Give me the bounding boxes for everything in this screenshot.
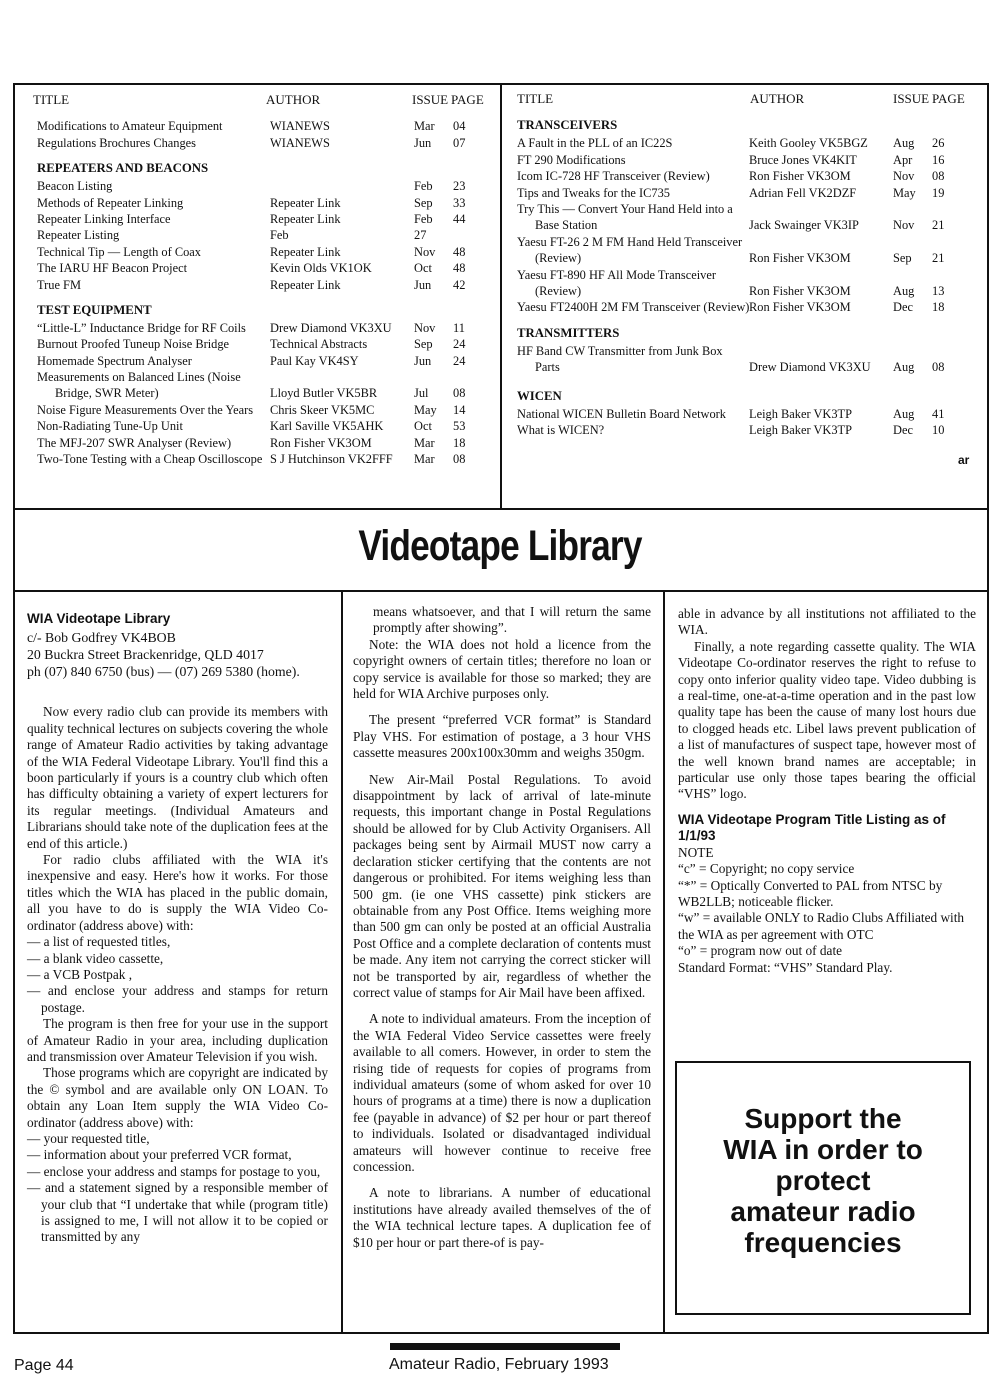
- row-page: 48: [453, 261, 466, 276]
- row-page: 33: [453, 195, 466, 210]
- row-page: 08: [453, 452, 466, 467]
- index-list-general: [37, 118, 487, 151]
- row-title: Burnout Proofed Tuneup Noise Bridge: [37, 337, 230, 352]
- row-author: Ron Fisher VK3OM: [749, 169, 851, 184]
- row-page: 41: [932, 406, 945, 421]
- paragraph: Those programs which are copyright are indicated by the © symbol and are available only ON LOAN. To obtain any Loan Item supply the WIA Video Co-ordinator (address above) with:: [27, 1065, 328, 1130]
- list-item: NOTE: [678, 844, 714, 860]
- section-heading-transceivers: TRANSCEIVERS: [517, 118, 618, 133]
- row-page: 19: [932, 185, 945, 200]
- paragraph: The program is then free for your use in the support of Amateur Radio in your area, including duplication and transmission over Amateur Television if you wish.: [27, 1016, 328, 1064]
- row-title-continued: (Review): [535, 251, 582, 266]
- row-issue: Jun: [414, 353, 432, 368]
- row-issue: Oct: [414, 419, 432, 434]
- loan-requirements-list: [27, 1131, 328, 1246]
- header-title: TITLE: [517, 91, 554, 106]
- row-author: WIANEWS: [270, 135, 330, 150]
- row-title: Repeater Listing: [37, 228, 120, 243]
- address-line: ph (07) 840 6750 (bus) — (07) 269 5380 (home).: [27, 664, 300, 680]
- support-message: [677, 1063, 969, 1258]
- col-divider-1: [341, 592, 343, 1334]
- row-title-continued: Parts: [535, 360, 560, 375]
- header-title: TITLE: [33, 92, 70, 107]
- row-author: Jack Swainger VK3IP: [749, 218, 859, 233]
- row-author: Leigh Baker VK3TP: [749, 422, 853, 437]
- index-row: [517, 201, 967, 234]
- list-item: “o” = program now out of date: [678, 943, 843, 959]
- row-page: 21: [932, 251, 945, 266]
- header-page: PAGE: [451, 92, 484, 107]
- row-issue: 27: [414, 228, 427, 243]
- row-author: Bruce Jones VK4KIT: [749, 152, 857, 167]
- row-issue: May: [893, 185, 916, 200]
- row-issue: Dec: [893, 300, 913, 315]
- row-title: “Little-L” Inductance Bridge for RF Coils: [37, 320, 246, 335]
- row-author: Repeater Link: [270, 244, 341, 259]
- row-title: Try This — Convert Your Hand Held into a: [517, 201, 733, 216]
- row-author: Repeater Link: [270, 211, 341, 226]
- library-column-2: [353, 604, 651, 1251]
- row-author: Drew Diamond VK3XU: [270, 320, 392, 335]
- index-list-transmitters: [517, 343, 967, 376]
- row-title: Tips and Tweaks for the IC735: [517, 185, 670, 200]
- title-rule: [13, 590, 989, 592]
- row-page: 23: [453, 179, 466, 194]
- paragraph: A note to librarians. A number of educational institutions have already availed themselves of the of the WIA technical lecture tapes. A duplication fee of $10 per hour or part there-of is pay-: [353, 1185, 651, 1250]
- row-issue: Aug: [893, 406, 915, 421]
- row-issue: Mar: [414, 452, 435, 467]
- index-row: [517, 185, 967, 201]
- index-row: [37, 369, 487, 402]
- index-row: [37, 336, 487, 352]
- index-list-transceivers: [517, 135, 967, 315]
- row-author: Keith Gooley VK5BGZ: [749, 136, 868, 151]
- index-row: [517, 234, 967, 267]
- row-issue: Nov: [414, 320, 436, 335]
- list-item: “w” = available ONLY to Radio Clubs Affiliated with the WIA as per agreement with OTC: [678, 910, 965, 942]
- row-author: Feb: [270, 228, 289, 243]
- paragraph: Finally, a note regarding cassette quality. The WIA Videotape Co-ordinator reserves the right to refuse to copy onto inferior quality video tape. Video dubbing is a real-time, one-at-a-time operation and in the past low quality tape has been the cause of many lost hours due to clogged heads etc. Libel laws prevent publication of a list of manufactures of suspect tape, however most of the well known brand names are acceptable; in particular use only those tapes bearing the official “VHS” logo.: [678, 638, 976, 802]
- section-heading-repeaters: REPEATERS AND BEACONS: [37, 161, 209, 176]
- row-issue: Sep: [414, 195, 433, 210]
- listing-heading: WIA Videotape Program Title Listing as of 1/1/93: [678, 811, 946, 844]
- row-author: WIANEWS: [270, 119, 330, 134]
- row-issue: Aug: [893, 360, 915, 375]
- row-page: 44: [453, 211, 466, 226]
- list-item: — information about your preferred VCR format,: [27, 1147, 292, 1163]
- address-line: 20 Buckra Street Brackenridge, QLD 4017: [27, 647, 264, 663]
- index-row: [517, 299, 967, 315]
- row-author: Technical Abstracts: [270, 337, 368, 352]
- row-author: Ron Fisher VK3OM: [270, 435, 372, 450]
- support-line: WIA in order to: [723, 1134, 923, 1165]
- index-divider: [500, 83, 502, 510]
- index-row: [37, 435, 487, 451]
- index-left-header: [33, 92, 487, 108]
- library-column-1: [27, 611, 328, 1246]
- index-list-wicen: [517, 406, 967, 439]
- paragraph: Note: the WIA does not hold a licence from the copyright owners of certain titles; therefore no loan or copy service is available for those so marked; they are held for WIA Archive purposes only.: [353, 636, 651, 702]
- index-row: [37, 353, 487, 369]
- row-page: 11: [453, 320, 465, 335]
- index-row: [517, 267, 967, 300]
- footer-rule: [390, 1343, 620, 1350]
- support-box: [675, 1061, 971, 1315]
- row-title: Regulations Brochures Changes: [37, 135, 196, 150]
- requirements-list: [27, 934, 328, 1016]
- row-issue: Jun: [414, 277, 432, 292]
- section-heading-test-equipment: TEST EQUIPMENT: [37, 302, 152, 317]
- library-column-3: [678, 606, 976, 976]
- row-issue: Aug: [893, 136, 915, 151]
- row-page: 18: [932, 300, 945, 315]
- list-item: — a list of requested titles,: [27, 934, 171, 950]
- row-author: Ron Fisher VK3OM: [749, 283, 851, 298]
- index-row: [37, 135, 487, 151]
- row-issue: Nov: [893, 169, 915, 184]
- row-page: 04: [453, 119, 466, 134]
- address-line: c/- Bob Godfrey VK4BOB: [27, 630, 176, 646]
- row-title: Yaesu FT-890 HF All Mode Transceiver: [517, 267, 716, 282]
- row-page: 14: [453, 402, 466, 417]
- row-page: 48: [453, 244, 466, 259]
- row-title-continued: Base Station: [535, 218, 598, 233]
- library-heading: WIA Videotape Library: [27, 611, 171, 626]
- row-title: The MFJ-207 SWR Analyser (Review): [37, 435, 232, 450]
- row-page: 42: [453, 277, 466, 292]
- row-page: 53: [453, 419, 466, 434]
- header-issue: ISSUE: [893, 91, 930, 106]
- index-row: [37, 118, 487, 134]
- support-line: Support the: [744, 1103, 902, 1134]
- row-author: Kevin Olds VK1OK: [270, 261, 372, 276]
- header-page: PAGE: [932, 91, 965, 106]
- paragraph: The present “preferred VCR format” is Standard Play VHS. For estimation of postage, a 3 hour VHS cassette measures 200x100x30mm and weighs 350gm.: [353, 712, 651, 761]
- end-mark: ar: [958, 453, 970, 467]
- row-page: 18: [453, 435, 466, 450]
- paragraph: For radio clubs affiliated with the WIA it's inexpensive and easy. Here's how it works. For those titles which the WIA has placed in the public domain, all you have to do is supply the WIA Video Co-ordinator (address above) with:: [27, 852, 328, 933]
- index-row: [37, 211, 487, 227]
- paragraph: able in advance by all institutions not affiliated to the WIA.: [678, 606, 976, 638]
- list-item: “c” = Copyright; no copy service: [678, 861, 855, 877]
- col-divider-2: [663, 592, 665, 1334]
- row-issue: Nov: [414, 244, 436, 259]
- row-author: Lloyd Butler VK5BR: [270, 386, 378, 401]
- row-author: Chris Skeer VK5MC: [270, 402, 375, 417]
- row-title: Yaesu FT2400H 2M FM Transceiver (Review): [517, 300, 750, 315]
- index-row: [37, 178, 487, 194]
- row-author: Drew Diamond VK3XU: [749, 360, 871, 375]
- row-title: The IARU HF Beacon Project: [37, 261, 188, 276]
- row-author: Ron Fisher VK3OM: [749, 300, 851, 315]
- row-page: 08: [932, 169, 945, 184]
- section-heading-transmitters: TRANSMITTERS: [517, 325, 620, 340]
- header-issue: ISSUE: [412, 92, 449, 107]
- section-heading-wicen: WICEN: [517, 388, 562, 403]
- index-row: [37, 451, 487, 467]
- row-page: 13: [932, 283, 945, 298]
- row-page: 21: [932, 218, 945, 233]
- row-author: Ron Fisher VK3OM: [749, 251, 851, 266]
- list-item: — a VCB Postpak ,: [27, 966, 133, 982]
- index-row: [517, 343, 967, 376]
- row-title-continued: Bridge, SWR Meter): [55, 386, 159, 401]
- row-title: HF Band CW Transmitter from Junk Box: [517, 343, 723, 358]
- row-title: Two-Tone Testing with a Cheap Oscilloscope: [37, 452, 263, 467]
- row-author: Adrian Fell VK2DZF: [749, 185, 857, 200]
- index-row: [37, 260, 487, 276]
- index-right-column: [517, 91, 967, 438]
- row-page: 26: [932, 136, 945, 151]
- index-row: [37, 244, 487, 260]
- index-list-repeaters: [37, 178, 487, 293]
- support-line: amateur radio: [730, 1196, 916, 1227]
- row-author: Paul Kay VK4SY: [270, 353, 359, 368]
- row-issue: Mar: [414, 119, 435, 134]
- row-issue: Apr: [893, 152, 913, 167]
- row-issue: Aug: [893, 283, 915, 298]
- paragraph: A note to individual amateurs. From the inception of the WIA Federal Video Service cassettes were freely available to all comers. However, in order to stem the rising tide of requests for copies of programs from individual amateurs (some of whom asked for over 10 hours of programs at a time) there is now a duplication fee (payable in advance) of $2 per hour or part thereof to individuals. Isolated or disadvantaged individual amateurs will however continue to receive free concession.: [353, 1011, 651, 1174]
- row-page: 08: [453, 386, 466, 401]
- index-row: [517, 406, 967, 422]
- index-list-test-equipment: [37, 320, 487, 468]
- list-item: — and a statement signed by a responsible member of your club that “I undertake that while (program title) is assigned to me, I will not allow it to be copied or transmitted by any: [27, 1180, 328, 1245]
- index-row: [37, 195, 487, 211]
- index-row: [37, 402, 487, 418]
- row-title: Modifications to Amateur Equipment: [37, 119, 223, 134]
- magazine-issue: Amateur Radio, February 1993: [389, 1356, 609, 1373]
- row-title: Yaesu FT-26 2 M FM Hand Held Transceiver: [517, 234, 743, 249]
- index-row: [517, 422, 967, 438]
- index-row: [37, 227, 487, 243]
- address-block: [27, 629, 328, 680]
- row-title: Methods of Repeater Linking: [37, 195, 184, 210]
- paragraph: means whatsoever, and that I will return the same promptly after showing”.: [373, 604, 651, 636]
- header-author: AUTHOR: [750, 91, 805, 106]
- row-title: FT 290 Modifications: [517, 152, 626, 167]
- row-author: S J Hutchinson VK2FFF: [270, 452, 393, 467]
- row-issue: Feb: [414, 179, 433, 194]
- row-author: Repeater Link: [270, 277, 341, 292]
- list-item: — your requested title,: [27, 1130, 150, 1146]
- row-issue: Oct: [414, 261, 432, 276]
- index-row: [517, 135, 967, 151]
- index-row: [517, 168, 967, 184]
- row-title: Technical Tip — Length of Coax: [37, 244, 201, 259]
- row-issue: Nov: [893, 218, 915, 233]
- row-title: Non-Radiating Tune-Up Unit: [37, 419, 183, 434]
- paragraph: New Air-Mail Postal Regulations. To avoid disappointment by lack of arrival of late-minute requests, this important change in Postal Regulations should be allowed for by Club Activity Organisers. All packages being sent by Airmail MUST now carry a declaration sticker certifying that the contents are not dangerous or prohibited. For items weighing less than 500 gm. (ie one VHS cassette) pink stickers are obtainable from any Post Office. Items weighing more than 500 gm can only be posted at an official Australia Post Office and a complete declaration of contents must be made. Any item not carrying the correct sticker will not be transported by air, regardless of whether the correct value of stamps for Air Mail have been affixed.: [353, 771, 651, 1000]
- row-title: True FM: [37, 277, 81, 292]
- row-issue: Jul: [414, 386, 429, 401]
- support-line: protect: [775, 1165, 871, 1196]
- support-line: frequencies: [744, 1227, 902, 1258]
- row-title: What is WICEN?: [517, 422, 605, 437]
- header-author: AUTHOR: [266, 92, 321, 107]
- row-title: Noise Figure Measurements Over the Years: [37, 402, 254, 417]
- row-page: 08: [932, 360, 945, 375]
- index-row: [517, 152, 967, 168]
- row-page: 10: [932, 422, 945, 437]
- index-left-column: [33, 92, 487, 467]
- index-right-header: [517, 91, 967, 107]
- list-item: — enclose your address and stamps for postage to you,: [27, 1163, 321, 1179]
- list-item: Standard Format: “VHS” Standard Play.: [678, 959, 893, 975]
- row-author: Repeater Link: [270, 195, 341, 210]
- row-issue: Sep: [893, 251, 912, 266]
- row-author: Leigh Baker VK3TP: [749, 406, 853, 421]
- list-item: “*” = Optically Converted to PAL from NTSC by WB2LLB; noticeable flicker.: [678, 877, 943, 909]
- row-title: National WICEN Bulletin Board Network: [517, 406, 726, 421]
- index-row: [37, 320, 487, 336]
- row-page: 24: [453, 353, 466, 368]
- notes-list: [678, 845, 976, 976]
- row-page: 16: [932, 152, 945, 167]
- row-issue: Jun: [414, 135, 432, 150]
- row-title: A Fault in the PLL of an IC22S: [517, 136, 673, 151]
- row-issue: Dec: [893, 422, 913, 437]
- row-issue: Mar: [414, 435, 435, 450]
- row-title: Beacon Listing: [37, 179, 113, 194]
- row-author: Karl Saville VK5AHK: [270, 419, 384, 434]
- page-number: Page 44: [14, 1357, 74, 1374]
- row-issue: Sep: [414, 337, 433, 352]
- row-issue: May: [414, 402, 437, 417]
- row-title: Measurements on Balanced Lines (Noise: [37, 370, 241, 385]
- library-title: Videotape Library: [358, 522, 642, 570]
- row-title-continued: (Review): [535, 283, 582, 298]
- row-title: Repeater Linking Interface: [37, 211, 171, 226]
- list-item: — and enclose your address and stamps for return postage.: [27, 983, 328, 1015]
- index-row: [37, 418, 487, 434]
- list-item: — a blank video cassette,: [27, 950, 164, 966]
- row-title: Icom IC-728 HF Transceiver (Review): [517, 169, 710, 184]
- row-page: 07: [453, 135, 466, 150]
- row-page: 24: [453, 337, 466, 352]
- index-row: [37, 277, 487, 293]
- row-issue: Feb: [414, 211, 433, 226]
- row-title: Homemade Spectrum Analyser: [37, 353, 192, 368]
- paragraph: Now every radio club can provide its members with quality technical lectures on subjects covering the whole range of Amateur Radio activities by taking advantage of the WIA Federal Videotape Library. You'll find this a boon particularly if yours is a country club which often has difficulty obtaining a variety of expert lecturers for its regular meetings. (Individual Amateurs and Librarians should take note of the duplication fees at the end of this article.): [27, 704, 328, 851]
